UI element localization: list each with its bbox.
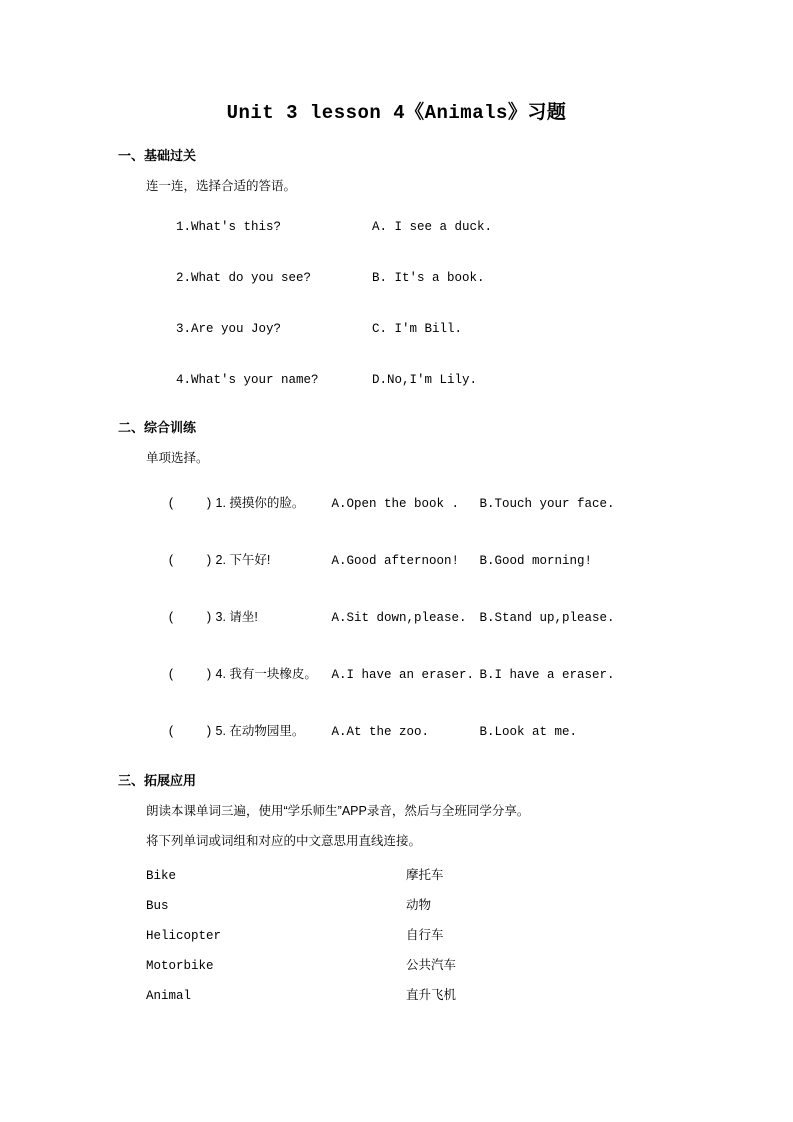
match-row — [0, 206, 793, 248]
answer-blank[interactable]: ( ) — [167, 667, 213, 682]
mc-stem: 5. 在动物园里。 — [215, 723, 305, 738]
section-2-instruction: 单项选择。 — [146, 450, 209, 465]
page-title-text: Unit 3 lesson 4《Animals》习题 — [226, 102, 567, 124]
section-heading-1: 一、基础过关 — [118, 147, 197, 163]
vocab-cn: 摩托车 — [406, 867, 444, 882]
mc-option-b[interactable]: B.Stand up,please. — [479, 610, 615, 625]
mc-option-b[interactable]: B.I have a eraser. — [479, 667, 615, 682]
mc-stem: 4. 我有一块橡皮。 — [215, 666, 317, 681]
match-row — [0, 359, 793, 401]
vocab-match-row — [0, 895, 793, 913]
mc-question-row — [0, 649, 793, 697]
answer-blank[interactable]: ( ) — [167, 610, 213, 625]
mc-option-b[interactable]: B.Good morning! — [479, 553, 593, 568]
match-row — [0, 308, 793, 350]
section-heading-3: 三、拓展应用 — [118, 772, 197, 788]
match-left: 4.What's your name? — [176, 372, 319, 387]
match-left: 3.Are you Joy? — [176, 321, 282, 336]
mc-stem: 1. 摸摸你的脸。 — [215, 495, 305, 510]
mc-question-row — [0, 706, 793, 754]
mc-question-row — [0, 592, 793, 640]
vocab-match-row — [0, 925, 793, 943]
mc-stem: 2. 下午好! — [215, 552, 271, 567]
match-left: 1.What's this? — [176, 219, 282, 234]
vocab-match-row — [0, 865, 793, 883]
mc-option-b[interactable]: B.Look at me. — [479, 724, 578, 739]
vocab-en: Bus — [146, 898, 169, 913]
answer-blank[interactable]: ( ) — [167, 553, 213, 568]
mc-question-row — [0, 478, 793, 526]
mc-stem: 3. 请坐! — [215, 609, 258, 624]
vocab-en: Helicopter — [146, 928, 222, 943]
section-3-instruction-1: 朗读本课单词三遍，使用“学乐师生”APP录音，然后与全班同学分享。 — [146, 803, 530, 818]
match-right: D.No,I'm Lily. — [372, 372, 478, 387]
vocab-cn: 自行车 — [406, 927, 444, 942]
vocab-match-row — [0, 955, 793, 973]
vocab-cn: 动物 — [406, 897, 432, 912]
mc-option-a[interactable]: A.Good afternoon! — [331, 553, 460, 568]
mc-option-a[interactable]: A.Open the book . — [331, 496, 460, 511]
answer-blank[interactable]: ( ) — [167, 496, 213, 511]
answer-blank[interactable]: ( ) — [167, 724, 213, 739]
vocab-cn: 公共汽车 — [406, 957, 457, 972]
mc-option-a[interactable]: A.At the zoo. — [331, 724, 430, 739]
match-row — [0, 257, 793, 299]
mc-question-row — [0, 535, 793, 583]
section-1-instruction: 连一连，选择合适的答语。 — [146, 178, 297, 193]
match-right: B. It's a book. — [372, 270, 485, 285]
vocab-en: Animal — [146, 988, 192, 1003]
section-heading-2: 二、综合训练 — [118, 419, 197, 435]
page-title — [0, 0, 793, 125]
mc-option-a[interactable]: A.I have an eraser. — [331, 667, 475, 682]
section-3-instruction-2: 将下列单词或词组和对应的中文意思用直线连接。 — [146, 833, 422, 848]
vocab-cn: 直升飞机 — [406, 987, 457, 1002]
vocab-match-row — [0, 985, 793, 1003]
mc-option-b[interactable]: B.Touch your face. — [479, 496, 615, 511]
match-right: C. I'm Bill. — [372, 321, 463, 336]
match-right: A. I see a duck. — [372, 219, 493, 234]
vocab-en: Bike — [146, 868, 177, 883]
match-left: 2.What do you see? — [176, 270, 312, 285]
mc-option-a[interactable]: A.Sit down,please. — [331, 610, 467, 625]
vocab-en: Motorbike — [146, 958, 214, 973]
